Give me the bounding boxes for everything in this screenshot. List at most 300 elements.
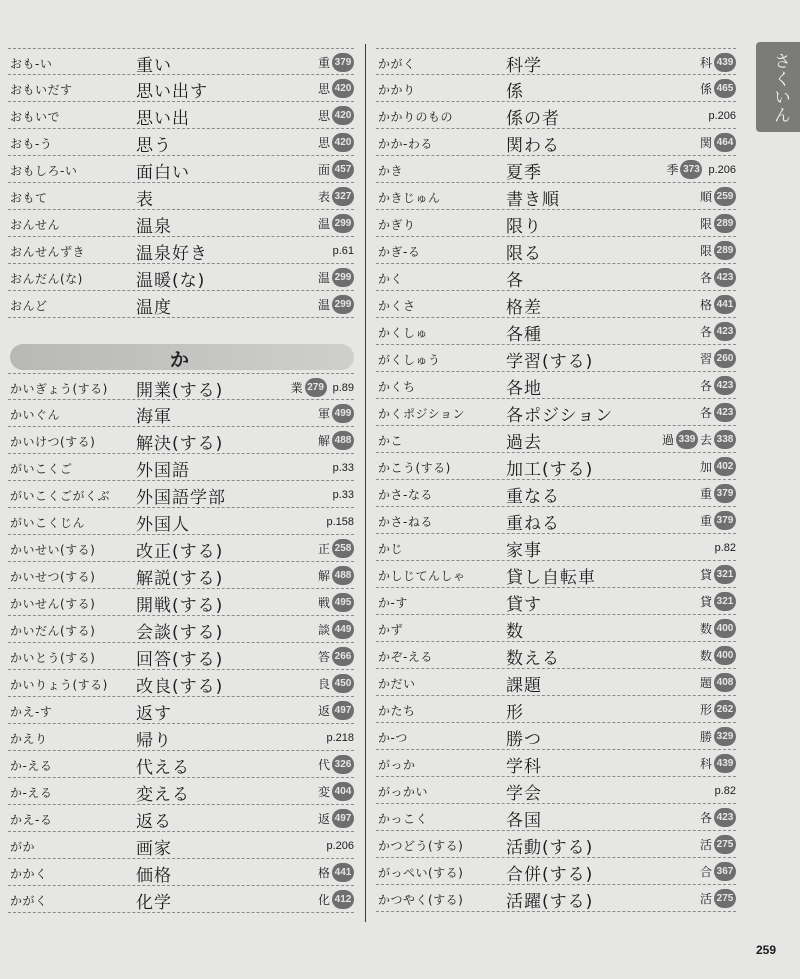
page-reference: p.89 <box>332 381 354 394</box>
entry-references <box>700 835 736 854</box>
reference-kanji: 活 <box>699 892 712 906</box>
index-entry-row <box>376 399 736 426</box>
entry-references <box>318 431 354 450</box>
entry-reading: かくしゅ <box>378 326 429 340</box>
entry-word: 表 <box>136 190 154 210</box>
reference-kanji: 格 <box>699 298 712 312</box>
entry-reading: かかりのもの <box>378 110 454 124</box>
entry-reading: かいりょう(する) <box>10 678 108 692</box>
entry-references <box>318 268 354 287</box>
entry-word: 温度 <box>136 298 172 318</box>
entry-references <box>318 755 354 774</box>
entry-reading: かつどう(する) <box>378 839 464 853</box>
index-entry-row <box>8 129 354 156</box>
entry-word: 貸し自転車 <box>506 568 596 588</box>
kanji-number-badge: 262 <box>714 700 736 719</box>
kanji-number-badge: 299 <box>332 214 354 233</box>
index-entry-row <box>8 697 354 724</box>
section-heading-label: か <box>170 349 190 371</box>
entry-references <box>318 620 354 639</box>
entry-references <box>318 79 354 98</box>
page-reference: p.158 <box>326 515 354 528</box>
entry-word: 思い出 <box>136 109 190 129</box>
kanji-number-badge: 464 <box>714 133 736 152</box>
kanji-number-badge: 450 <box>332 674 354 693</box>
entry-word: 各国 <box>506 811 542 831</box>
entry-reading: かいせつ(する) <box>10 570 96 584</box>
reference-kanji: 限 <box>699 244 712 258</box>
entry-reading: かじ <box>378 542 404 556</box>
kanji-number-badge: 266 <box>332 647 354 666</box>
entry-word: 数える <box>506 649 560 669</box>
entry-reading: がっか <box>378 758 416 772</box>
reference-kanji: 加 <box>699 460 712 474</box>
reference-kanji: 各 <box>699 271 712 285</box>
entry-references <box>700 511 736 530</box>
kanji-number-badge: 259 <box>714 187 736 206</box>
index-entry-row <box>8 481 354 508</box>
index-entry-row <box>8 643 354 670</box>
page-reference: p.33 <box>332 461 354 474</box>
entry-references <box>700 79 736 98</box>
kanji-number-badge: 326 <box>332 755 354 774</box>
index-entry-row <box>8 751 354 778</box>
entry-word: 海軍 <box>136 407 172 427</box>
entry-word: 温泉好き <box>136 244 208 264</box>
page-reference: p.206 <box>708 109 736 122</box>
index-entry-row <box>376 372 736 399</box>
kanji-number-badge: 379 <box>714 484 736 503</box>
index-entry-row <box>8 670 354 697</box>
kanji-number-badge: 408 <box>714 673 736 692</box>
entry-reading: かたち <box>378 704 416 718</box>
reference-kanji: 軍 <box>317 407 330 421</box>
entry-word: 外国語学部 <box>136 488 226 508</box>
entry-word: 外国語 <box>136 461 190 481</box>
index-entry-row <box>376 183 736 210</box>
index-entry-row <box>8 400 354 427</box>
entry-references <box>700 322 736 341</box>
reference-kanji: 思 <box>317 82 330 96</box>
index-entry-row <box>8 427 354 454</box>
entry-word: 関わる <box>506 136 560 156</box>
entry-word: 各ポジション <box>506 406 614 426</box>
reference-kanji: 表 <box>317 190 330 204</box>
reference-kanji: 習 <box>699 352 712 366</box>
reference-kanji: 面 <box>317 163 330 177</box>
reference-kanji: 談 <box>317 623 330 637</box>
entry-reading: かか-わる <box>378 137 433 151</box>
index-entry-row <box>8 183 354 210</box>
reference-kanji: 重 <box>699 487 712 501</box>
kanji-number-badge: 299 <box>332 295 354 314</box>
entry-references <box>700 619 736 638</box>
kanji-number-badge: 495 <box>332 593 354 612</box>
reference-kanji: 順 <box>699 190 712 204</box>
entry-reading: か-す <box>378 596 408 610</box>
kanji-number-badge: 373 <box>680 160 702 179</box>
index-entry-row <box>376 75 736 102</box>
page-reference: p.61 <box>332 244 354 257</box>
kanji-number-badge: 327 <box>332 187 354 206</box>
entry-word: 回答(する) <box>136 650 224 670</box>
entry-references <box>318 404 354 423</box>
index-tab-label: さくいん <box>770 52 790 124</box>
entry-word: 活動(する) <box>506 838 594 858</box>
entry-word: 係 <box>506 82 524 102</box>
entry-reading: おんせんずき <box>10 245 86 259</box>
entry-reading: か-つ <box>378 731 408 745</box>
reference-kanji: 重 <box>317 56 330 70</box>
entry-word: 思い出す <box>136 82 208 102</box>
entry-reading: かつやく(する) <box>378 893 464 907</box>
entry-references <box>700 268 736 287</box>
entry-references <box>318 863 354 882</box>
entry-reading: がっぺい(する) <box>378 866 464 880</box>
index-entry-row <box>8 724 354 751</box>
kanji-number-badge: 420 <box>332 79 354 98</box>
index-entry-row <box>376 642 736 669</box>
reference-kanji: 貸 <box>699 568 712 582</box>
entry-references <box>318 647 354 666</box>
index-entry-row <box>376 210 736 237</box>
kanji-number-badge: 439 <box>714 53 736 72</box>
index-entry-row <box>376 129 736 156</box>
kanji-number-badge: 339 <box>676 430 698 449</box>
reference-kanji: 解 <box>317 434 330 448</box>
index-entry-row <box>8 373 354 400</box>
entry-reading: おも-う <box>10 137 53 151</box>
kanji-number-badge: 449 <box>332 620 354 639</box>
entry-reading: かかり <box>378 83 416 97</box>
index-entry-row <box>376 777 736 804</box>
index-entry-row <box>376 804 736 831</box>
kanji-number-badge: 499 <box>332 404 354 423</box>
kanji-number-badge: 258 <box>332 539 354 558</box>
index-entry-row <box>376 588 736 615</box>
entry-word: 重い <box>136 56 172 76</box>
entry-reading: がっかい <box>378 785 429 799</box>
reference-kanji: 各 <box>699 325 712 339</box>
index-entry-row <box>376 453 736 480</box>
index-entry-row <box>8 832 354 859</box>
reference-kanji: 季 <box>666 163 679 177</box>
kanji-number-badge: 289 <box>714 214 736 233</box>
index-entry-row <box>376 345 736 372</box>
index-entry-row <box>8 562 354 589</box>
kanji-number-badge: 321 <box>714 565 736 584</box>
kanji-number-badge: 299 <box>332 268 354 287</box>
entry-references <box>700 457 736 476</box>
index-entry-row <box>8 589 354 616</box>
entry-reading: かくポジション <box>378 407 465 421</box>
entry-references <box>700 187 736 206</box>
index-entry-row <box>8 616 354 643</box>
entry-references <box>700 808 736 827</box>
index-entry-row <box>376 885 736 912</box>
entry-references <box>329 241 354 260</box>
entry-word: 科学 <box>506 56 542 76</box>
entry-reading: おも-い <box>10 57 53 71</box>
reference-kanji: 温 <box>317 217 330 231</box>
entry-reading: かさ-なる <box>378 488 433 502</box>
entry-word: 合併(する) <box>506 865 594 885</box>
entry-word: 活躍(する) <box>506 892 594 912</box>
entry-reading: かいとう(する) <box>10 651 96 665</box>
entry-word: 限る <box>506 244 542 264</box>
reference-kanji: 各 <box>699 811 712 825</box>
kanji-number-badge: 441 <box>332 863 354 882</box>
kanji-number-badge: 465 <box>714 79 736 98</box>
entry-word: 係の者 <box>506 109 560 129</box>
index-entry-row <box>8 535 354 562</box>
reference-kanji: 戦 <box>317 596 330 610</box>
entry-references <box>318 295 354 314</box>
entry-word: 返る <box>136 812 172 832</box>
entry-reading: かいせい(する) <box>10 543 96 557</box>
kanji-number-badge: 420 <box>332 106 354 125</box>
entry-word: 化学 <box>136 893 172 913</box>
entry-word: 学科 <box>506 757 542 777</box>
entry-references <box>700 133 736 152</box>
kanji-number-badge: 367 <box>714 862 736 881</box>
entry-references <box>700 700 736 719</box>
entry-reading: がいこくご <box>10 462 73 476</box>
reference-kanji: 解 <box>317 569 330 583</box>
entry-word: 開業(する) <box>136 381 224 401</box>
index-entry-row <box>376 291 736 318</box>
entry-references <box>318 566 354 585</box>
entry-word: 面白い <box>136 163 190 183</box>
entry-reading: おもて <box>10 191 48 205</box>
reference-kanji: 貸 <box>699 595 712 609</box>
left-column <box>8 48 354 913</box>
index-entry-row <box>376 534 736 561</box>
entry-references <box>700 862 736 881</box>
index-tab[interactable] <box>756 42 800 132</box>
index-entry-row <box>376 318 736 345</box>
index-entry-row <box>8 237 354 264</box>
entry-word: 格差 <box>506 298 542 318</box>
entry-word: 限り <box>506 217 542 237</box>
entry-references <box>700 214 736 233</box>
entry-reading: かさ-ねる <box>378 515 433 529</box>
reference-kanji: 科 <box>699 56 712 70</box>
reference-kanji: 形 <box>699 703 712 717</box>
entry-word: 改良(する) <box>136 677 224 697</box>
entry-word: 開戦(する) <box>136 596 224 616</box>
index-entry-row <box>376 264 736 291</box>
entry-references <box>318 133 354 152</box>
page-reference: p.218 <box>326 731 354 744</box>
entry-reading: かっこく <box>378 812 429 826</box>
entry-references <box>318 890 354 909</box>
reference-kanji: 代 <box>317 758 330 772</box>
reference-kanji: 化 <box>317 893 330 907</box>
entry-word: 課題 <box>506 676 542 696</box>
kanji-number-badge: 379 <box>332 53 354 72</box>
entry-reading: おもいで <box>10 110 61 124</box>
entry-references <box>700 484 736 503</box>
kanji-number-badge: 488 <box>332 431 354 450</box>
entry-references <box>318 214 354 233</box>
entry-word: 各地 <box>506 379 542 399</box>
kanji-number-badge: 321 <box>714 592 736 611</box>
index-entry-row <box>376 750 736 777</box>
kanji-number-badge: 279 <box>305 378 327 397</box>
entry-reading: かえり <box>10 732 48 746</box>
reference-kanji: 科 <box>699 757 712 771</box>
entry-references <box>329 458 354 477</box>
index-entry-row <box>8 508 354 535</box>
entry-word: 数 <box>506 622 524 642</box>
entry-reading: かきじゅん <box>378 191 441 205</box>
entry-references <box>318 809 354 828</box>
entry-reading: かぞ-える <box>378 650 433 664</box>
entry-reading: かいけつ(する) <box>10 435 96 449</box>
entry-word: 思う <box>136 136 172 156</box>
kanji-number-badge: 423 <box>714 808 736 827</box>
column-divider <box>365 44 366 922</box>
entry-references <box>700 727 736 746</box>
entry-word: 貸す <box>506 595 542 615</box>
entry-word: 加工(する) <box>506 460 594 480</box>
kanji-number-badge: 457 <box>332 160 354 179</box>
kanji-number-badge: 329 <box>714 727 736 746</box>
index-entry-row <box>376 723 736 750</box>
entry-reading: かえ-す <box>10 705 53 719</box>
kanji-number-badge: 412 <box>332 890 354 909</box>
reference-kanji: 思 <box>317 136 330 150</box>
entry-references <box>329 485 354 504</box>
entry-references <box>700 53 736 72</box>
page-reference: p.33 <box>332 488 354 501</box>
entry-references <box>711 781 736 800</box>
kanji-number-badge: 423 <box>714 268 736 287</box>
index-entry-row <box>8 75 354 102</box>
entry-reading: がいこくじん <box>10 516 86 530</box>
index-entry-row <box>376 156 736 183</box>
reference-kanji: 関 <box>699 136 712 150</box>
kanji-number-badge: 289 <box>714 241 736 260</box>
entry-word: 帰り <box>136 731 172 751</box>
reference-kanji: 温 <box>317 298 330 312</box>
entry-list-ka <box>8 373 354 913</box>
entry-references <box>318 674 354 693</box>
section-heading-ka <box>10 344 354 370</box>
entry-word: 会談(する) <box>136 623 224 643</box>
entry-word: 過去 <box>506 433 542 453</box>
page-reference: p.82 <box>714 784 736 797</box>
reference-kanji: 勝 <box>699 730 712 744</box>
entry-references <box>700 403 736 422</box>
entry-reading: がくしゅう <box>378 353 441 367</box>
reference-kanji: 業 <box>290 381 303 395</box>
index-entry-row <box>376 48 736 75</box>
entry-reading: かこう(する) <box>378 461 451 475</box>
kanji-number-badge: 497 <box>332 701 354 720</box>
reference-kanji: 重 <box>699 514 712 528</box>
index-entry-row <box>8 291 354 318</box>
index-entry-row <box>376 696 736 723</box>
entry-references <box>318 187 354 206</box>
index-entry-row <box>8 156 354 183</box>
entry-reading: かがく <box>378 57 416 71</box>
entry-word: 温暖(な) <box>136 271 206 291</box>
entry-reading: かかく <box>10 867 48 881</box>
index-entry-row <box>8 886 354 913</box>
kanji-number-badge: 420 <box>332 133 354 152</box>
reference-kanji: 変 <box>317 785 330 799</box>
entry-references <box>700 376 736 395</box>
reference-kanji: 各 <box>699 379 712 393</box>
kanji-number-badge: 423 <box>714 376 736 395</box>
entry-references <box>700 673 736 692</box>
kanji-number-badge: 423 <box>714 322 736 341</box>
reference-kanji: 合 <box>699 865 712 879</box>
kanji-number-badge: 275 <box>714 835 736 854</box>
entry-word: 解決(する) <box>136 434 224 454</box>
entry-word: 画家 <box>136 839 172 859</box>
reference-kanji: 各 <box>699 406 712 420</box>
page-number: 259 <box>756 943 777 957</box>
index-entry-row <box>376 561 736 588</box>
page-reference: p.206 <box>708 163 736 176</box>
reference-kanji: 返 <box>317 812 330 826</box>
entry-word: 変える <box>136 785 190 805</box>
entry-word: 学習(する) <box>506 352 594 372</box>
entry-references <box>700 349 736 368</box>
reference-kanji: 思 <box>317 109 330 123</box>
entry-references <box>700 754 736 773</box>
entry-word: 返す <box>136 704 172 724</box>
right-column <box>376 48 736 912</box>
reference-kanji: 正 <box>317 542 330 556</box>
entry-references <box>291 378 354 397</box>
reference-kanji: 去 <box>699 433 712 447</box>
entry-references <box>318 593 354 612</box>
entry-reading: がいこくごがくぶ <box>10 489 111 503</box>
entry-reading: おもしろ-い <box>10 164 78 178</box>
entry-word: 代える <box>136 758 190 778</box>
reference-kanji: 係 <box>699 82 712 96</box>
kanji-number-badge: 402 <box>714 457 736 476</box>
kanji-number-badge: 338 <box>714 430 736 449</box>
page-reference: p.206 <box>326 839 354 852</box>
entry-references <box>322 836 354 855</box>
index-entry-row <box>8 210 354 237</box>
entry-word: 各種 <box>506 325 542 345</box>
entry-reading: かいせん(する) <box>10 597 96 611</box>
reference-kanji: 数 <box>699 649 712 663</box>
entry-reading: かくち <box>378 380 416 394</box>
reference-kanji: 過 <box>661 433 674 447</box>
entry-reading: おもいだす <box>10 83 73 97</box>
entry-reading: かいぐん <box>10 408 61 422</box>
entry-reading: かく <box>378 272 404 286</box>
entry-reading: かこ <box>378 434 404 448</box>
entry-references <box>666 160 736 179</box>
entry-reading: か-える <box>10 786 53 800</box>
index-entry-row <box>376 669 736 696</box>
entry-references <box>700 565 736 584</box>
reference-kanji: 数 <box>699 622 712 636</box>
reference-kanji: 題 <box>699 676 712 690</box>
entry-references <box>711 538 736 557</box>
reference-kanji: 返 <box>317 704 330 718</box>
kanji-number-badge: 260 <box>714 349 736 368</box>
entry-references <box>318 539 354 558</box>
